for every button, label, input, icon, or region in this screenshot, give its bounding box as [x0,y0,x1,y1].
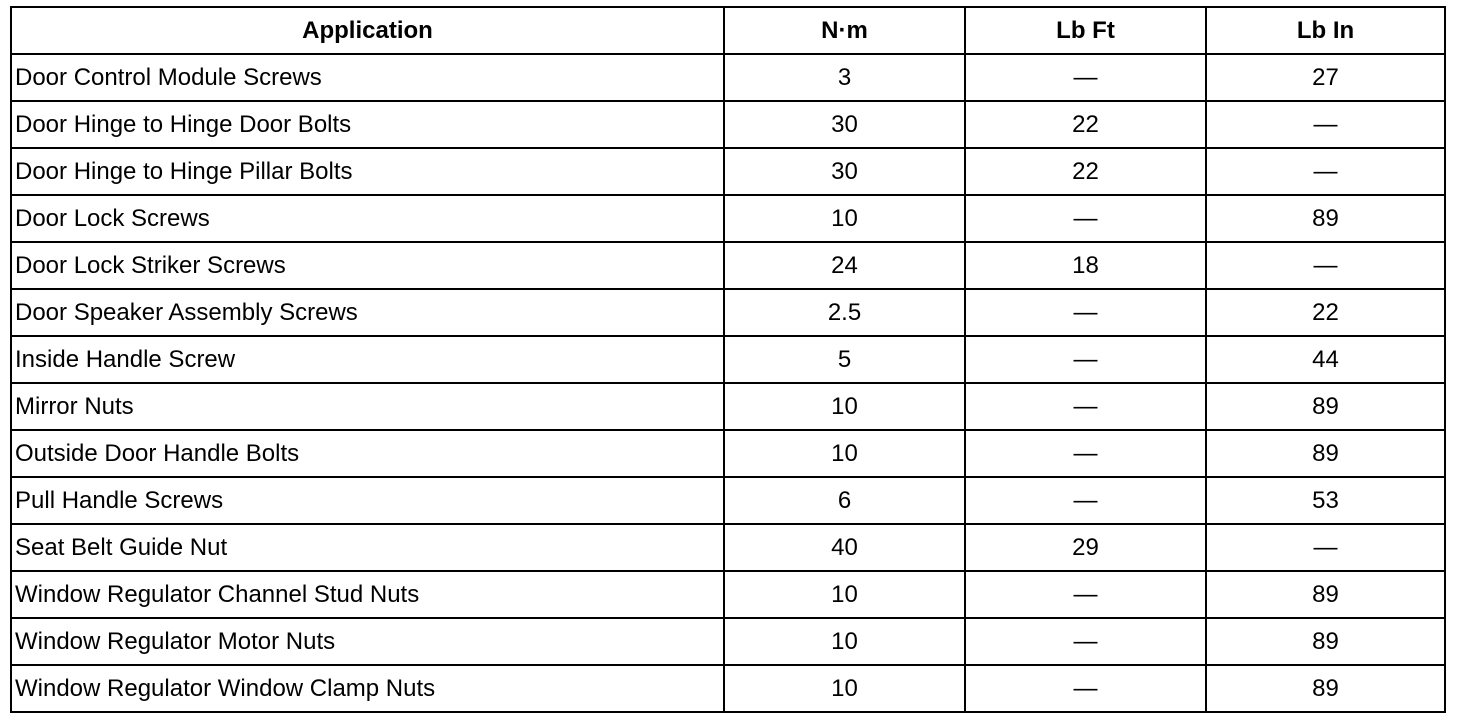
cell-application: Door Hinge to Hinge Door Bolts [11,101,724,148]
cell-lb-in: 44 [1206,336,1445,383]
table-body [11,54,1445,712]
cell-lb-in: — [1206,524,1445,571]
header-nm: N·m [724,7,965,54]
cell-lb-in: 22 [1206,289,1445,336]
cell-lb-in: — [1206,101,1445,148]
cell-nm: 3 [724,54,965,101]
table-row [11,54,1445,101]
header-application: Application [11,7,724,54]
cell-lb-ft: 18 [965,242,1206,289]
table-header-row [11,7,1445,54]
cell-lb-ft: — [965,665,1206,712]
cell-lb-ft: 22 [965,148,1206,195]
table-row [11,383,1445,430]
header-lb-in: Lb In [1206,7,1445,54]
cell-nm: 24 [724,242,965,289]
cell-application: Window Regulator Channel Stud Nuts [11,571,724,618]
cell-application: Inside Handle Screw [11,336,724,383]
cell-lb-in: 89 [1206,571,1445,618]
cell-nm: 5 [724,336,965,383]
cell-application: Door Control Module Screws [11,54,724,101]
table-row [11,430,1445,477]
cell-nm: 10 [724,383,965,430]
cell-application: Pull Handle Screws [11,477,724,524]
cell-nm: 6 [724,477,965,524]
cell-application: Mirror Nuts [11,383,724,430]
cell-lb-ft: — [965,571,1206,618]
cell-application: Window Regulator Motor Nuts [11,618,724,665]
cell-lb-ft: — [965,383,1206,430]
cell-lb-in: — [1206,242,1445,289]
cell-lb-ft: 22 [965,101,1206,148]
cell-application: Door Hinge to Hinge Pillar Bolts [11,148,724,195]
table-row [11,477,1445,524]
cell-lb-ft: — [965,289,1206,336]
cell-lb-ft: — [965,618,1206,665]
table-row [11,289,1445,336]
cell-lb-in: 89 [1206,618,1445,665]
cell-nm: 30 [724,148,965,195]
cell-nm: 10 [724,430,965,477]
cell-lb-ft: 29 [965,524,1206,571]
table-row [11,524,1445,571]
cell-application: Window Regulator Window Clamp Nuts [11,665,724,712]
cell-lb-in: 89 [1206,665,1445,712]
cell-application: Door Lock Striker Screws [11,242,724,289]
cell-nm: 10 [724,665,965,712]
table-row [11,336,1445,383]
table-row [11,571,1445,618]
table-row [11,195,1445,242]
cell-lb-in: 27 [1206,54,1445,101]
cell-nm: 10 [724,618,965,665]
cell-nm: 10 [724,195,965,242]
cell-lb-ft: — [965,54,1206,101]
table-row [11,148,1445,195]
cell-application: Door Speaker Assembly Screws [11,289,724,336]
torque-spec-table [10,6,1446,713]
cell-application: Outside Door Handle Bolts [11,430,724,477]
cell-lb-in: 53 [1206,477,1445,524]
cell-nm: 10 [724,571,965,618]
table-row [11,618,1445,665]
cell-nm: 40 [724,524,965,571]
header-lb-ft: Lb Ft [965,7,1206,54]
cell-nm: 30 [724,101,965,148]
cell-lb-ft: — [965,195,1206,242]
cell-lb-in: 89 [1206,195,1445,242]
table-row [11,242,1445,289]
cell-application: Seat Belt Guide Nut [11,524,724,571]
cell-application: Door Lock Screws [11,195,724,242]
cell-lb-in: 89 [1206,383,1445,430]
cell-lb-ft: — [965,430,1206,477]
cell-lb-in: 89 [1206,430,1445,477]
table-row [11,101,1445,148]
torque-spec-table-container [10,6,1446,713]
cell-lb-in: — [1206,148,1445,195]
cell-nm: 2.5 [724,289,965,336]
table-row [11,665,1445,712]
cell-lb-ft: — [965,477,1206,524]
cell-lb-ft: — [965,336,1206,383]
